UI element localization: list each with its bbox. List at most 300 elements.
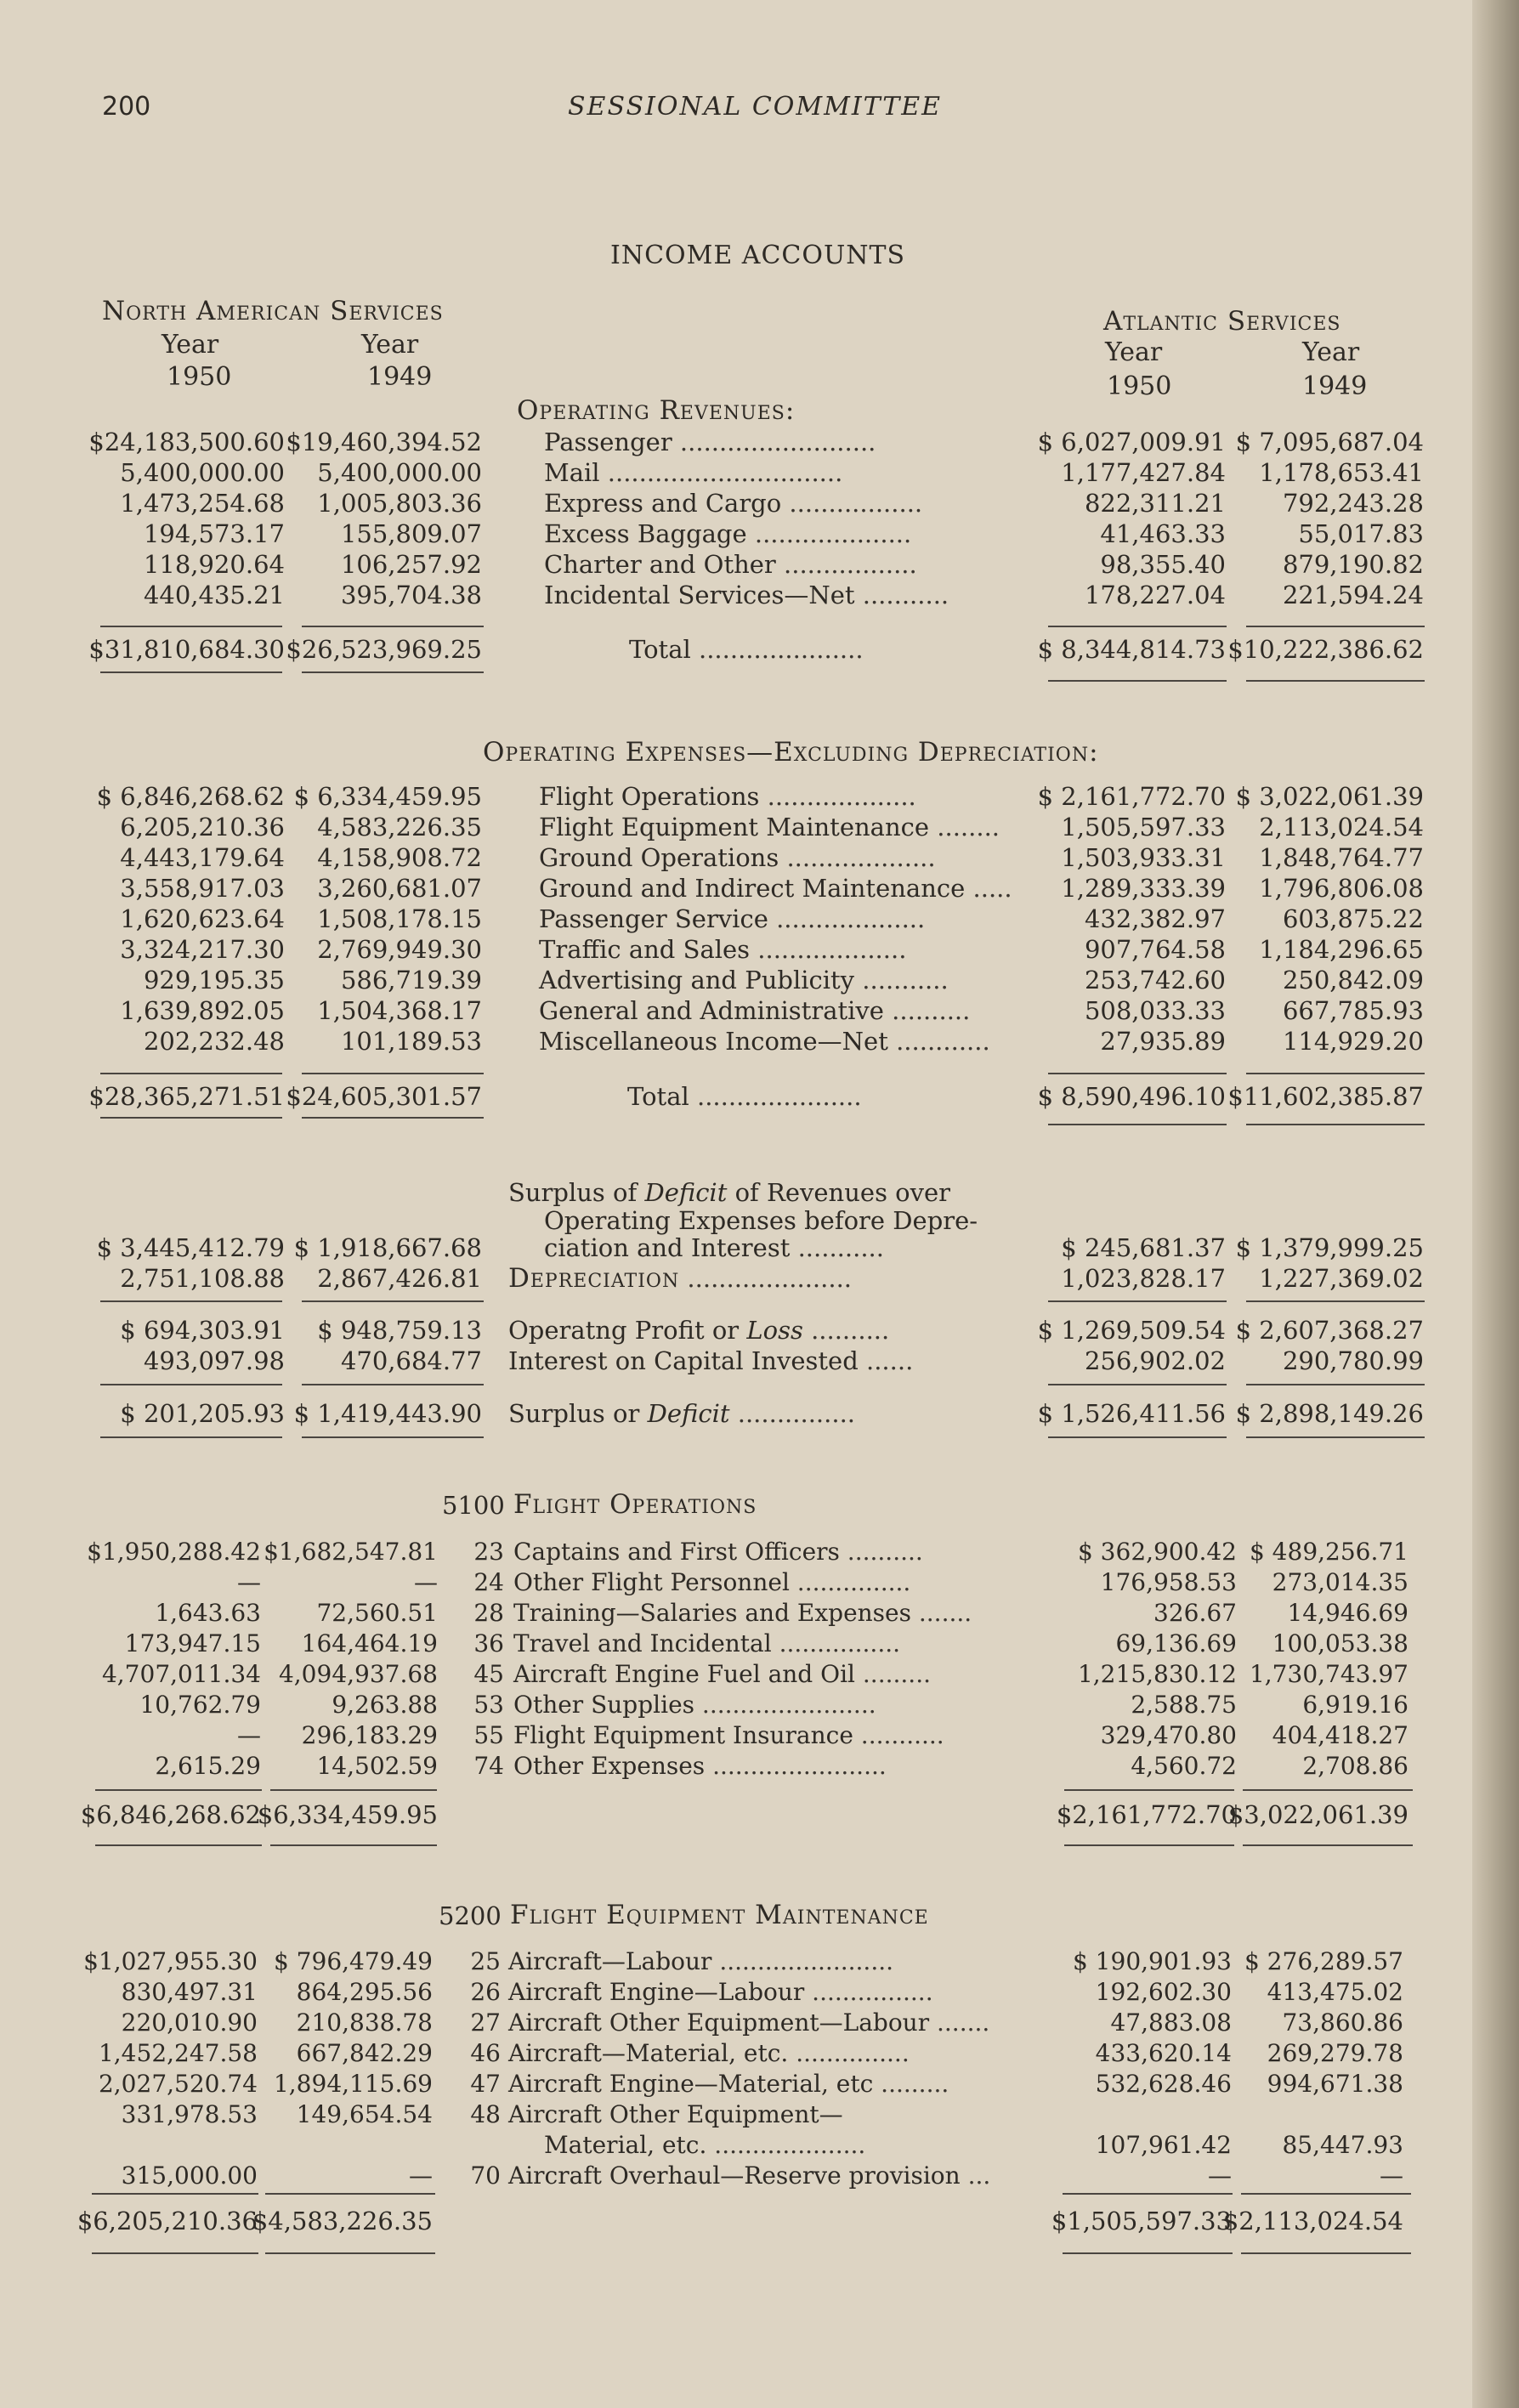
leader-dots: ................... xyxy=(759,782,916,811)
value: 194,573.17 xyxy=(143,519,285,548)
leader-dots: ....... xyxy=(910,1599,972,1627)
flight-operations-total-row xyxy=(0,1799,1519,1830)
value: 470,684.77 xyxy=(340,1346,482,1375)
interest-label: Interest on Capital Invested ...... xyxy=(508,1346,914,1375)
value: 2,027,520.74 xyxy=(98,2070,258,2098)
value: $ 948,759.13 xyxy=(317,1316,482,1345)
table-row xyxy=(0,2038,1519,2069)
value: 994,671.38 xyxy=(1267,2070,1403,2098)
row-label-text: Other Supplies xyxy=(513,1691,695,1719)
leader-dots: ....................... xyxy=(694,1691,876,1719)
total-value: $1,505,597.33 xyxy=(1051,2207,1232,2235)
value: 4,443,179.64 xyxy=(120,843,285,872)
total-value: $ 8,590,496.10 xyxy=(1037,1082,1226,1111)
profit-label: Operatng Profit or Loss .......... xyxy=(508,1316,890,1345)
running-title: SESSIONAL COMMITTEE xyxy=(568,92,943,122)
value: 586,719.39 xyxy=(340,966,482,994)
row-label-text: Training—Salaries and Expenses xyxy=(513,1599,911,1627)
row-label-text: Aircraft—Labour xyxy=(508,1947,712,1975)
value: 603,875.22 xyxy=(1282,904,1424,933)
surplus-line-1: Surplus of Deficit of Revenues over xyxy=(508,1178,951,1207)
row-label xyxy=(508,2038,910,2069)
row-label xyxy=(539,873,1012,904)
row-label xyxy=(539,781,916,812)
value: 1,023,828.17 xyxy=(1061,1264,1226,1293)
rule xyxy=(100,1117,282,1119)
value: 1,848,764.77 xyxy=(1259,843,1424,872)
value: 1,177,427.84 xyxy=(1061,458,1226,487)
rule xyxy=(1048,626,1227,627)
row-label-text: Flight Equipment Maintenance xyxy=(539,813,930,841)
rule xyxy=(1063,2252,1233,2254)
left-year-label-2: Year xyxy=(361,330,419,360)
value: 27,935.89 xyxy=(1100,1027,1226,1056)
row-label xyxy=(508,2161,990,2191)
profit-row xyxy=(0,1315,1519,1346)
row-label xyxy=(539,904,925,934)
final-label: Surplus or Deficit ............... xyxy=(508,1399,856,1428)
table-row xyxy=(0,1629,1519,1659)
value: 3,260,681.07 xyxy=(317,874,482,903)
value: $ 1,269,509.54 xyxy=(1037,1316,1226,1345)
total-value: $10,222,386.62 xyxy=(1227,635,1424,664)
value: 1,639,892.05 xyxy=(120,996,285,1025)
value: 221,594.24 xyxy=(1282,581,1424,609)
leader-dots: ................... xyxy=(750,935,907,964)
value: 10,762.79 xyxy=(139,1691,261,1719)
value: 404,418.27 xyxy=(1272,1721,1408,1749)
value: $ 190,901.93 xyxy=(1072,1947,1232,1975)
row-label-text: Ground and Indirect Maintenance xyxy=(539,874,966,903)
value: $ 245,681.37 xyxy=(1061,1233,1226,1262)
value: 14,502.59 xyxy=(316,1752,438,1780)
value: 395,704.38 xyxy=(340,581,482,609)
value: 1,894,115.69 xyxy=(273,2070,433,2098)
account-code: 23 xyxy=(473,1538,504,1566)
total-value: $2,113,024.54 xyxy=(1222,2207,1403,2235)
leader-dots: ........... xyxy=(853,1721,944,1749)
row-label xyxy=(539,1026,990,1057)
rule xyxy=(265,2252,435,2254)
table-row xyxy=(0,1598,1519,1629)
rule xyxy=(100,1073,282,1074)
value: 1,473,254.68 xyxy=(120,489,285,518)
value: 2,751,108.88 xyxy=(120,1264,285,1293)
value: $ 489,256.71 xyxy=(1249,1538,1408,1566)
maintenance-code: 5200 xyxy=(439,1901,502,1930)
row-label-text: Passenger Service xyxy=(539,904,768,933)
table-row xyxy=(0,1537,1519,1567)
leader-dots: .................... xyxy=(746,519,912,548)
depreciation-row xyxy=(0,1263,1519,1294)
row-label-text: Aircraft Overhaul—Reserve provision xyxy=(508,2162,961,2190)
value: $ 1,918,667.68 xyxy=(293,1233,482,1262)
total-value: $ 8,344,814.73 xyxy=(1037,635,1226,664)
leader-dots: .................... xyxy=(706,2131,866,2159)
value: 55,017.83 xyxy=(1298,519,1424,548)
value: 667,785.93 xyxy=(1282,996,1424,1025)
value: 433,620.14 xyxy=(1095,2039,1232,2067)
value: $ 6,027,009.91 xyxy=(1037,428,1226,456)
rule xyxy=(1243,1844,1413,1846)
row-label xyxy=(513,1567,910,1598)
value: 864,295.56 xyxy=(296,1978,433,2006)
operating-revenues-heading: Operating Revenues: xyxy=(517,395,796,426)
value: 1,504,368.17 xyxy=(317,996,482,1025)
depreciation-label: Depreciation ..................... xyxy=(508,1263,853,1294)
table-row xyxy=(0,2069,1519,2099)
value: 792,243.28 xyxy=(1282,489,1424,518)
row-label-text: Aircraft Other Equipment— xyxy=(508,2100,843,2128)
rule xyxy=(1246,1384,1425,1385)
account-code: 70 xyxy=(470,2162,501,2190)
value: 2,113,024.54 xyxy=(1259,813,1424,841)
value: $1,027,955.30 xyxy=(83,1947,258,1975)
row-label-text: General and Administrative xyxy=(539,996,884,1025)
value: — xyxy=(409,2162,433,2190)
row-label xyxy=(513,1720,944,1751)
value: 101,189.53 xyxy=(340,1027,482,1056)
value: 2,588.75 xyxy=(1131,1691,1237,1719)
row-label-text: Other Expenses xyxy=(513,1752,706,1780)
leader-dots: ... xyxy=(960,2162,991,2190)
value: $ 3,022,061.39 xyxy=(1235,782,1424,811)
rule xyxy=(302,1300,484,1302)
rule xyxy=(302,1436,484,1438)
value: — xyxy=(1380,2162,1403,2190)
total-value: $4,583,226.35 xyxy=(252,2207,433,2235)
total-value: $31,810,684.30 xyxy=(88,635,285,664)
row-label xyxy=(544,488,922,518)
surplus-line-3: ciation and Interest ........... xyxy=(544,1233,884,1262)
rule xyxy=(302,626,484,627)
table-row xyxy=(0,549,1519,580)
left-group-name: North American Services xyxy=(102,296,444,326)
value: 532,628.46 xyxy=(1095,2070,1232,2098)
value: 1,796,806.08 xyxy=(1259,874,1424,903)
value: 1,005,803.36 xyxy=(317,489,482,518)
total-value: $3,022,061.39 xyxy=(1227,1800,1408,1829)
leader-dots: ............... xyxy=(788,2039,910,2067)
value: $ 6,846,268.62 xyxy=(96,782,285,811)
rule xyxy=(1241,2252,1411,2254)
row-label-text: Aircraft Engine—Material, etc xyxy=(508,2070,874,2098)
rule xyxy=(302,1073,484,1074)
rule xyxy=(95,1844,262,1846)
value: 9,263.88 xyxy=(332,1691,438,1719)
right-year-2: 1949 xyxy=(1302,371,1368,401)
account-code: 36 xyxy=(473,1629,504,1657)
rule xyxy=(1063,2193,1233,2195)
value: 47,883.08 xyxy=(1110,2009,1232,2037)
leader-dots: ................... xyxy=(768,904,926,933)
leader-dots: ............... xyxy=(789,1568,911,1596)
table-row xyxy=(0,934,1519,965)
total-value: $28,365,271.51 xyxy=(88,1082,285,1111)
total-value: $6,205,210.36 xyxy=(77,2207,258,2235)
revenues-total-row xyxy=(0,634,1519,665)
table-row xyxy=(0,1720,1519,1751)
total-value: $11,602,385.87 xyxy=(1227,1082,1424,1111)
account-code: 48 xyxy=(470,2100,501,2128)
table-row xyxy=(0,1977,1519,2008)
value: 250,842.09 xyxy=(1282,966,1424,994)
table-row xyxy=(0,2008,1519,2038)
total-value: $6,334,459.95 xyxy=(257,1800,438,1829)
row-label xyxy=(544,580,949,610)
value: 4,158,908.72 xyxy=(317,843,482,872)
page-title: INCOME ACCOUNTS xyxy=(610,241,906,270)
leader-dots: .......... xyxy=(883,996,971,1025)
row-label xyxy=(508,2069,949,2099)
value: 6,205,210.36 xyxy=(120,813,285,841)
leader-dots: ................... xyxy=(779,843,936,872)
total-label: Total ..................... xyxy=(627,1082,862,1111)
value: 98,355.40 xyxy=(1100,550,1226,579)
value: $ 3,445,412.79 xyxy=(96,1233,285,1262)
flight-operations-heading: Flight Operations xyxy=(513,1489,757,1520)
value: 269,279.78 xyxy=(1267,2039,1403,2067)
value: 1,730,743.97 xyxy=(1249,1660,1408,1688)
rule xyxy=(100,1436,282,1438)
rule xyxy=(1048,1300,1227,1302)
value: 4,094,937.68 xyxy=(278,1660,438,1688)
value: — xyxy=(1208,2162,1232,2190)
value: $ 7,095,687.04 xyxy=(1235,428,1424,456)
row-label-text: Ground Operations xyxy=(539,843,779,872)
leader-dots: ....................... xyxy=(705,1752,887,1780)
table-row xyxy=(0,2099,1519,2130)
leader-dots: ........... xyxy=(854,581,949,609)
value: 14,946.69 xyxy=(1287,1599,1408,1627)
rule xyxy=(1246,1124,1425,1125)
value: 253,742.60 xyxy=(1084,966,1226,994)
value: 118,920.64 xyxy=(143,550,285,579)
operating-expenses-heading: Operating Expenses—Excluding Depreciation: xyxy=(483,737,1099,768)
value: 1,215,830.12 xyxy=(1077,1660,1237,1688)
rule xyxy=(92,2252,258,2254)
value: 72,560.51 xyxy=(316,1599,438,1627)
row-label xyxy=(544,549,917,580)
value: 114,929.20 xyxy=(1282,1027,1424,1056)
maintenance-total-row xyxy=(0,2206,1519,2236)
row-label-text: Mail xyxy=(544,458,600,487)
value: 5,400,000.00 xyxy=(120,458,285,487)
value: 5,400,000.00 xyxy=(317,458,482,487)
value: $ 2,607,368.27 xyxy=(1235,1316,1424,1345)
rule xyxy=(100,1300,282,1302)
row-label-text: Express and Cargo xyxy=(544,489,782,518)
total-label: Total ..................... xyxy=(629,635,864,664)
value: 1,184,296.65 xyxy=(1259,935,1424,964)
leader-dots: .......... xyxy=(839,1538,923,1566)
value: 73,860.86 xyxy=(1282,2009,1403,2037)
value: 440,435.21 xyxy=(143,581,285,609)
value: 69,136.69 xyxy=(1115,1629,1237,1657)
value: $ 1,419,443.90 xyxy=(293,1399,482,1428)
right-year-label-1: Year xyxy=(1105,337,1163,367)
value: 413,475.02 xyxy=(1267,1978,1403,2006)
value: 173,947.15 xyxy=(124,1629,261,1657)
value: 3,558,917.03 xyxy=(120,874,285,903)
row-label xyxy=(544,2130,865,2161)
value: 326.67 xyxy=(1153,1599,1237,1627)
value: 1,503,933.31 xyxy=(1061,843,1226,872)
row-label-text: Incidental Services—Net xyxy=(544,581,855,609)
value: 331,978.53 xyxy=(121,2100,258,2128)
leader-dots: ......... xyxy=(855,1660,932,1688)
value: 202,232.48 xyxy=(143,1027,285,1056)
row-label-text: Aircraft—Material, etc. xyxy=(508,2039,789,2067)
rule xyxy=(100,671,282,673)
value: 2,615.29 xyxy=(155,1752,261,1780)
row-label xyxy=(539,842,936,873)
rule xyxy=(1246,1436,1425,1438)
value: 329,470.80 xyxy=(1100,1721,1237,1749)
value: 830,497.31 xyxy=(121,1978,258,2006)
row-label-text: Other Flight Personnel xyxy=(513,1568,790,1596)
row-label xyxy=(508,2008,989,2038)
table-row xyxy=(0,488,1519,518)
rule xyxy=(1241,2193,1411,2195)
value: 1,227,369.02 xyxy=(1259,1264,1424,1293)
row-label-text: Aircraft Engine Fuel and Oil xyxy=(513,1660,855,1688)
value: $19,460,394.52 xyxy=(286,428,482,456)
value: 2,867,426.81 xyxy=(317,1264,482,1293)
account-code: 27 xyxy=(470,2009,501,2037)
table-row xyxy=(0,1946,1519,1977)
interest-row xyxy=(0,1346,1519,1376)
value: 176,958.53 xyxy=(1100,1568,1237,1596)
value: $ 201,205.93 xyxy=(120,1399,285,1428)
maintenance-heading: Flight Equipment Maintenance xyxy=(510,1900,929,1930)
value: 822,311.21 xyxy=(1084,489,1226,518)
value: 6,919.16 xyxy=(1302,1691,1408,1719)
account-code: 28 xyxy=(473,1599,504,1627)
value: 178,227.04 xyxy=(1084,581,1226,609)
value: 493,097.98 xyxy=(143,1346,285,1375)
account-code: 47 xyxy=(470,2070,501,2098)
value: 41,463.33 xyxy=(1100,519,1226,548)
rule xyxy=(100,626,282,627)
row-label xyxy=(513,1598,972,1629)
leader-dots: .............................. xyxy=(599,458,843,487)
value: 256,902.02 xyxy=(1084,1346,1226,1375)
rule xyxy=(302,1384,484,1385)
value: 2,708.86 xyxy=(1302,1752,1408,1780)
page-number: 200 xyxy=(102,92,151,122)
rule xyxy=(1246,1300,1425,1302)
row-label-text: Travel and Incidental xyxy=(513,1629,772,1657)
table-row xyxy=(0,1690,1519,1720)
right-group-name: Atlantic Services xyxy=(1103,306,1341,337)
row-label xyxy=(544,457,842,488)
left-year-2: 1949 xyxy=(367,362,433,392)
rule xyxy=(270,1789,437,1791)
table-row xyxy=(0,995,1519,1026)
value: $ 6,334,459.95 xyxy=(293,782,482,811)
value: 1,643.63 xyxy=(155,1599,261,1627)
rule xyxy=(1246,626,1425,627)
leader-dots: ....................... xyxy=(711,1947,894,1975)
value: $ 796,479.49 xyxy=(273,1947,433,1975)
account-code: 74 xyxy=(473,1752,504,1780)
rule xyxy=(92,2193,258,2195)
value: 1,505,597.33 xyxy=(1061,813,1226,841)
value: 1,178,653.41 xyxy=(1259,458,1424,487)
table-row xyxy=(0,1751,1519,1782)
value: 1,452,247.58 xyxy=(98,2039,258,2067)
value: 879,190.82 xyxy=(1282,550,1424,579)
rule xyxy=(1048,680,1227,682)
value: $24,183,500.60 xyxy=(88,428,285,456)
row-label xyxy=(513,1537,923,1567)
value: 290,780.99 xyxy=(1282,1346,1424,1375)
flight-operations-code: 5100 xyxy=(442,1491,505,1520)
rule xyxy=(1246,1073,1425,1074)
value: 508,033.33 xyxy=(1084,996,1226,1025)
rule xyxy=(1048,1436,1227,1438)
value: 1,620,623.64 xyxy=(120,904,285,933)
row-label-text: Aircraft Engine—Labour xyxy=(508,1978,805,2006)
surplus-row xyxy=(0,1232,1519,1263)
leader-dots: ................. xyxy=(775,550,917,579)
left-year-label-1: Year xyxy=(162,330,219,360)
row-label-text: Passenger xyxy=(544,428,672,456)
value: 106,257.92 xyxy=(340,550,482,579)
row-label xyxy=(508,1977,933,2008)
row-label-text: Flight Equipment Insurance xyxy=(513,1721,853,1749)
surplus-line-2: Operating Expenses before Depre- xyxy=(544,1206,978,1235)
value: — xyxy=(414,1568,438,1596)
value: $ 1,526,411.56 xyxy=(1037,1399,1226,1428)
total-value: $26,523,969.25 xyxy=(286,635,482,664)
value: $1,682,547.81 xyxy=(264,1538,438,1566)
leader-dots: ................. xyxy=(781,489,923,518)
row-label xyxy=(539,965,949,995)
value: 3,324,217.30 xyxy=(120,935,285,964)
row-label xyxy=(544,427,876,457)
row-label xyxy=(513,1751,887,1782)
value: 1,289,333.39 xyxy=(1061,874,1226,903)
row-label-text: Captains and First Officers xyxy=(513,1538,840,1566)
value: 155,809.07 xyxy=(340,519,482,548)
rule xyxy=(100,1384,282,1385)
value: 107,961.42 xyxy=(1095,2131,1232,2159)
value: 273,014.35 xyxy=(1272,1568,1408,1596)
row-label-text: Traffic and Sales xyxy=(539,935,751,964)
account-code: 46 xyxy=(470,2039,501,2067)
table-row xyxy=(0,580,1519,610)
leader-dots: ......... xyxy=(873,2070,949,2098)
value: 667,842.29 xyxy=(296,2039,433,2067)
value: — xyxy=(237,1721,261,1749)
account-code: 45 xyxy=(473,1660,504,1688)
value: 296,183.29 xyxy=(301,1721,438,1749)
rule xyxy=(1064,1844,1234,1846)
table-row xyxy=(0,518,1519,549)
table-row-continuation xyxy=(0,2130,1519,2161)
value: 4,583,226.35 xyxy=(317,813,482,841)
row-label xyxy=(513,1690,876,1720)
value: 4,707,011.34 xyxy=(101,1660,261,1688)
table-row xyxy=(0,1567,1519,1598)
table-row xyxy=(0,904,1519,934)
value: $ 276,289.57 xyxy=(1244,1947,1403,1975)
value: 192,602.30 xyxy=(1095,1978,1232,2006)
value: $ 1,379,999.25 xyxy=(1235,1233,1424,1262)
leader-dots: ................ xyxy=(771,1629,901,1657)
